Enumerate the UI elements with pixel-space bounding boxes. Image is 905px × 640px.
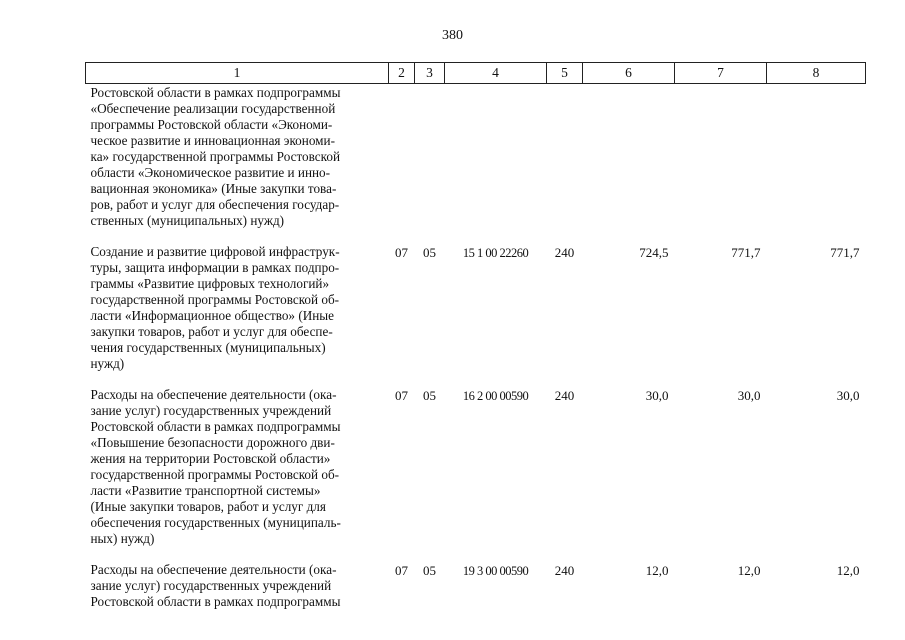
description-line: зание услуг) государственных учреждений: [90, 403, 332, 418]
column-header-2: 2: [389, 63, 415, 84]
table-row: [86, 561, 866, 624]
description-line: ческое развитие и инновационная экономи-: [90, 133, 335, 148]
subsection-code: 05: [423, 563, 436, 578]
description-line: программы Ростовской области «Экономи-: [90, 117, 333, 132]
subsection-code: 05: [423, 388, 436, 403]
description-line: закупки товаров, работ и услуг для обеспе-: [90, 324, 333, 339]
description-line: зание услуг) государственных учреждений: [90, 578, 332, 593]
description-line: вационная экономика» (Иные закупки това-: [90, 181, 337, 196]
row-description: [86, 561, 389, 624]
description-line: Расходы на обеспечение деятельности (ока-: [90, 387, 337, 402]
amount-col-6: 724,5: [639, 245, 669, 260]
description-line: ка» государственной программы Ростовской: [90, 149, 341, 164]
amount-col-7: 30,0: [737, 388, 761, 403]
description-line: «Повышение безопасности дорожного дви-: [90, 435, 335, 450]
description-line: туры, защита информации в рамках подпро-: [90, 260, 340, 275]
column-header-6: 6: [583, 63, 675, 84]
description-line: Ростовской области в рамках подпрограммы: [90, 594, 341, 609]
description-line: ров, работ и услуг для обеспечения государ-: [90, 197, 340, 212]
description-line: «Обеспечение реализации государственной: [90, 101, 336, 116]
table-row: [86, 243, 866, 386]
amount-col-7: [675, 84, 767, 244]
description-line: нужд): [90, 356, 125, 371]
column-header-3: 3: [415, 63, 445, 84]
description-line: государственной программы Ростовской об-: [90, 467, 340, 482]
row-description: [86, 386, 389, 561]
budget-table: [85, 62, 866, 624]
description-line: Расходы на обеспечение деятельности (ока-: [90, 562, 337, 577]
description-line: (Иные закупки товаров, работ и услуг для: [90, 499, 326, 514]
target-article-code: 15 1 00 22260: [462, 246, 529, 260]
subsection-code: [415, 84, 445, 244]
section-code: 07: [395, 563, 408, 578]
amount-col-6: 30,0: [645, 388, 669, 403]
description-line: ласти «Информационное общество» (Иные: [90, 308, 335, 323]
description-line: Создание и развитие цифровой инфраструк-: [90, 244, 340, 259]
table-body: [86, 84, 866, 625]
table-row: [86, 386, 866, 561]
amount-col-7: 12,0: [737, 563, 761, 578]
amount-col-8: 771,7: [830, 245, 860, 260]
row-description: [86, 243, 389, 386]
column-header-5: 5: [547, 63, 583, 84]
description-line: ласти «Развитие транспортной системы»: [90, 483, 321, 498]
amount-col-8: [767, 84, 866, 244]
description-line: обеспечения государственных (муниципаль-: [90, 515, 341, 530]
section-code: [389, 84, 415, 244]
column-number-header-row: [86, 63, 866, 84]
amount-col-8: 30,0: [836, 388, 860, 403]
section-code: 07: [395, 388, 408, 403]
expense-type-code: 240: [554, 563, 575, 578]
description-line: жения на территории Ростовской области»: [90, 451, 331, 466]
amount-col-6: [583, 84, 675, 244]
amount-col-6: 12,0: [645, 563, 669, 578]
expense-type-code: 240: [554, 245, 575, 260]
section-code: 07: [395, 245, 408, 260]
description-line: Ростовской области в рамках подпрограммы: [90, 85, 341, 100]
description-line: чения государственных (муниципальных): [90, 340, 326, 355]
description-line: Ростовской области в рамках подпрограммы: [90, 419, 341, 434]
column-header-1: 1: [86, 63, 389, 84]
amount-col-8: 12,0: [836, 563, 860, 578]
column-header-4: 4: [445, 63, 547, 84]
page-number: 380: [442, 28, 463, 43]
target-article-code: 19 3 00 00590: [462, 564, 529, 578]
description-line: государственной программы Ростовской об-: [90, 292, 340, 307]
target-article-code: 16 2 00 00590: [462, 389, 529, 403]
expense-type-code: 240: [554, 388, 575, 403]
table-row: [86, 84, 866, 244]
target-article-code: [445, 84, 547, 244]
row-description: [86, 84, 389, 244]
description-line: граммы «Развитие цифровых технологий»: [90, 276, 330, 291]
subsection-code: 05: [423, 245, 436, 260]
amount-col-7: 771,7: [731, 245, 761, 260]
expense-type-code: [547, 84, 583, 244]
column-header-8: 8: [767, 63, 866, 84]
column-header-7: 7: [675, 63, 767, 84]
description-line: области «Экономическое развитие и инно-: [90, 165, 331, 180]
description-line: ственных (муниципальных) нужд): [90, 213, 285, 228]
description-line: ных) нужд): [90, 531, 155, 546]
